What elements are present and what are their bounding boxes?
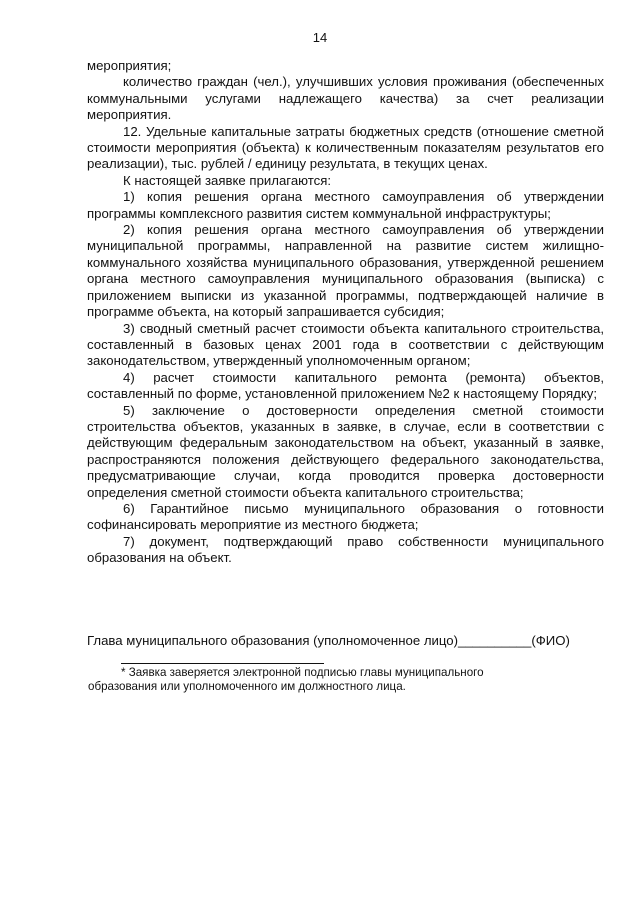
- paragraph-citizens-count: количество граждан (чел.), улучшивших условия проживания (обеспеченных коммунальными услугами надлежащего качества) за счет реализации мероприятия.: [87, 74, 604, 123]
- paragraph-item-12: 12. Удельные капитальные затраты бюджетных средств (отношение сметной стоимости мероприятия (объекта) к количественным показателям результатов его реализации), тыс. рублей / единицу результата, в текущих ценах.: [87, 123, 604, 172]
- paragraph-attachments-intro: К настоящей заявке прилагаются:: [123, 172, 332, 188]
- attachment-item-6: 6) Гарантийное письмо муниципального образования о готовности софинансировать мероприятие из местного бюджета;: [87, 500, 604, 533]
- paragraph-continuation: мероприятия;: [87, 58, 172, 73]
- signature-line: Глава муниципального образования (уполномоченное лицо)__________(ФИО): [87, 633, 570, 648]
- attachment-item-2: 2) копия решения органа местного самоуправления об утверждении муниципальной программы, направленной на развитие систем жилищно-коммунального хозяйства муниципального образования, утвержденной решением органа местного самоуправления муниципального образования (выписка) с приложением выписки из указанной программы, подтверждающей наличие в программе объекта, на который запрашивается субсидия;: [87, 222, 604, 320]
- attachment-item-7: 7) документ, подтверждающий право собственности муниципального образования на объект.: [87, 533, 604, 566]
- footnote-divider: [121, 663, 324, 664]
- footnote: [88, 666, 541, 695]
- footnote-line-2: образования или уполномоченного им должностного лица.: [88, 680, 406, 694]
- footnote-line-1: * Заявка заверяется электронной подписью главы муниципального: [121, 666, 484, 679]
- document-body: [87, 58, 604, 567]
- page-number: 14: [312, 30, 328, 45]
- attachment-item-3: 3) сводный сметный расчет стоимости объекта капитального строительства, составленный в базовых ценах 2001 года в соответствии с действующим законодательством, утвержденный уполномоченным органом;: [87, 320, 604, 369]
- attachment-item-1: 1) копия решения органа местного самоуправления об утверждении программы комплексного развития систем коммунальной инфраструктуры;: [87, 189, 604, 221]
- attachment-item-5: 5) заключение о достоверности определения сметной стоимости строительства объектов, указанных в заявке, в случае, если в соответствии с действующим федеральным законодательством на объект, указанный в заявке, распространяются положения действующего федерального законодательства, предусматривающие случаи, когда проводится проверка достоверности определения сметной стоимости объекта капитального строительства;: [87, 402, 604, 500]
- attachment-item-4: 4) расчет стоимости капитального ремонта (ремонта) объектов, составленный по форме, установленной приложением №2 к настоящему Порядку;: [87, 369, 604, 402]
